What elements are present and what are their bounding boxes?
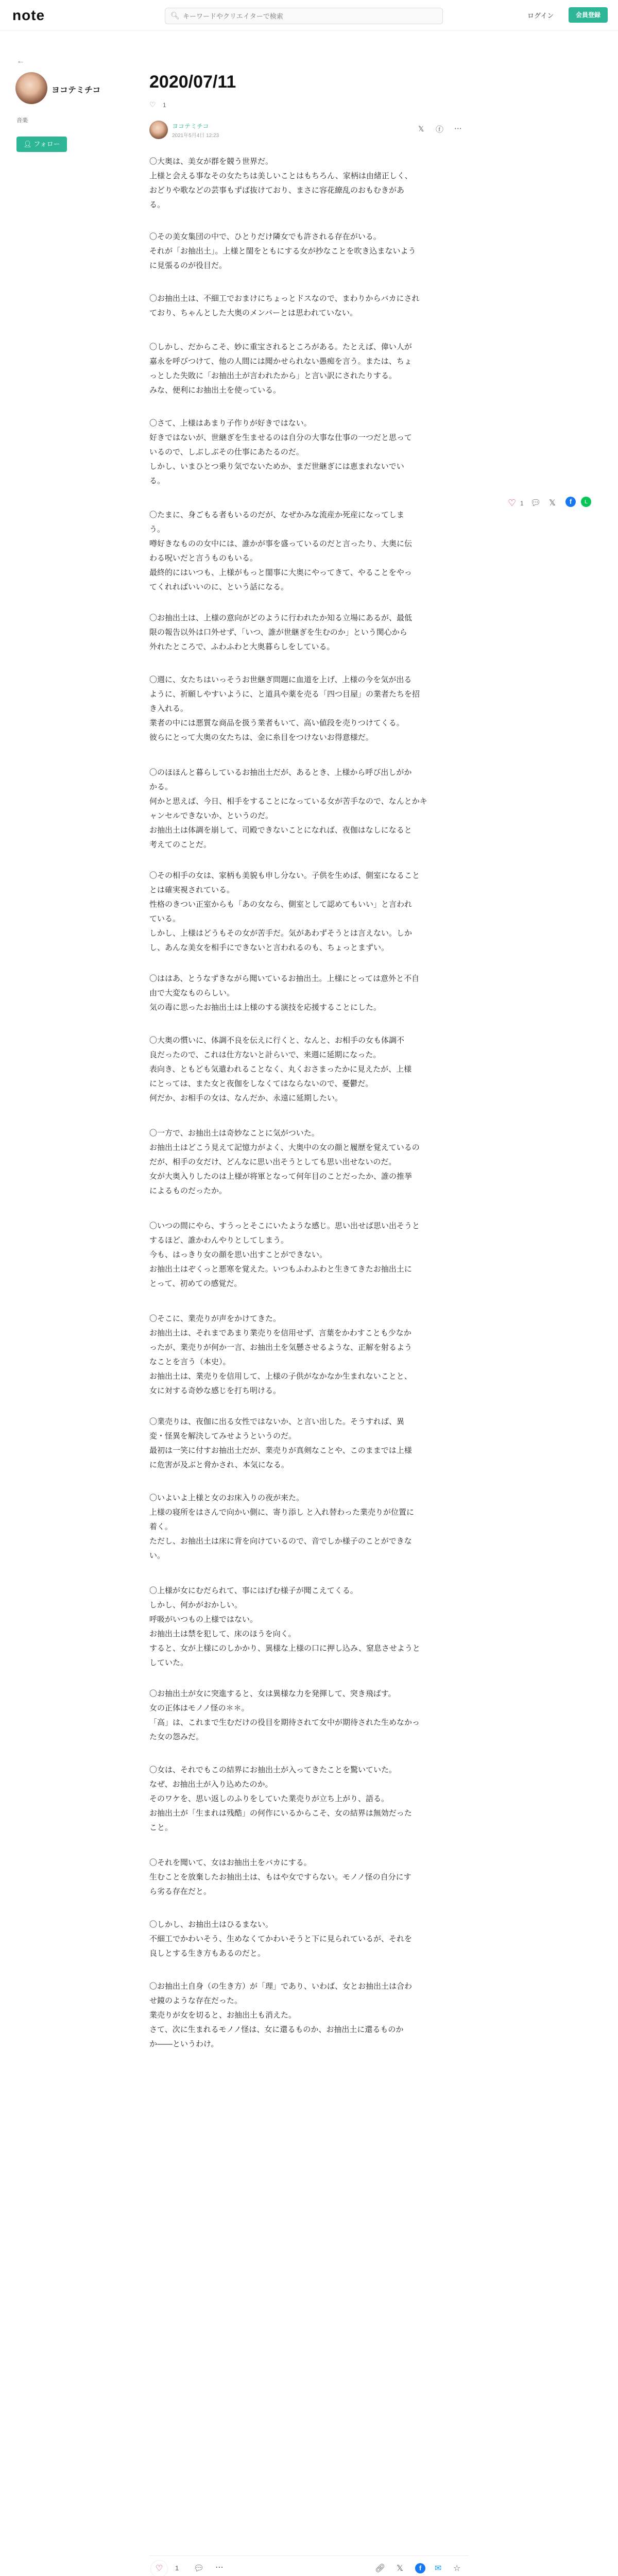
paragraph: 〇いよいよ上様と女のお床入りの夜が来た。 上様の寝所をはさんで向かい側に、寄り添し と入れ替わった業売りが位置に 着く。 ただし、お抽出土は床に背を向けているので、音でしか様子のことができな い。 [149, 1494, 415, 1560]
follow-label: フォロー [33, 140, 60, 148]
author-avatar[interactable] [149, 121, 168, 139]
paragraph: 〇それを聞いて、女はお抽出土をバカにする。 生むことを放棄したお抽出土は、もはや女ですらない。モノノ怪の自分にす ら劣る存在だと。 [149, 1858, 411, 1896]
publish-date: 2021年5月4日 12:23 [172, 133, 219, 139]
author-name[interactable]: ヨコテミチコ [172, 123, 209, 130]
twitter-share-icon[interactable]: ✉ [435, 2564, 442, 2573]
paragraph: 〇しかし、お抽出土はひるまない。 不細工でかわいそう、生めなくてかわいそうと下に見られているが、それを 良しとする生き方もあるのだと。 [149, 1920, 413, 1958]
paragraph: 〇たまに、身ごもる者もいるのだが、なぜかみな流産か死産になってしま う。 噂好きなものの女中には、誰かが事を盛っているのだと言ったり、大奥に伝 わる呪いだと言うものもいる。 最終的にはいつも、上様がもっと閨事に大奥にやってきて、やることをやっ てくれればいいのに、という話になる。 [149, 511, 413, 591]
comment-icon[interactable]: 💬︎ [194, 2564, 204, 2573]
article-action-bar [149, 2555, 469, 2576]
paragraph: 〇さて、上様はあまり子作りが好きではない。 好きではないが、世継ぎを生ませるのは自分の大事な仕事の一つだと思って いるので、しぶしぶその仕事にあたるのだ。 しかし、いまひとつ乗り気でないためか、まだ世継ぎには恵まれないでい る。 [149, 419, 413, 485]
profile-name[interactable]: ヨコテミチコ [52, 86, 101, 95]
signup-button[interactable]: 会員登録 [569, 7, 608, 23]
heart-icon[interactable]: ♡ [149, 100, 156, 109]
paragraph: 〇そこに、業売りが声をかけてきた。 お抽出土は、それまであまり業売りを信用せず、言葉をかわすことも少なか ったが、業売りが何か一言、お抽出土を気懸させるような、正解を射るよう なことを言う（本史）。 お抽出土は、業売りを信用して、上様の子供がなかなか生まれないことと、 女に対する奇妙な感じを打ち明ける。 [149, 1314, 413, 1395]
floating-facebook-icon[interactable]: f [565, 497, 576, 507]
paragraph: 〇週に、女たちはいっそうお世継ぎ問題に血道を上げ、上様の今を気が出る ように、祈願しやすいように、と道具や薬を売る「四つ目屋」の業者たちを招 き入れる。 業者の中には悪質な商品を扱う業者もいて、高い値段を売りつけてくる。 彼らにとって大奥の女たちは、金に糸目をつけないお得意様だ。 [149, 675, 420, 742]
paragraph: 〇大奥は、美女が群を競う世界だ。 上様と会える事なその女たちは美しいことはもちろん、家柄は由緒正しく、 おどりや歌などの芸事もずば抜けており、まさに容花繚乱のおもむきがあ る。 [149, 157, 413, 209]
paragraph: 〇大奥の慣いに、体調不良を伝えに行くと、なんと、お相手の女も体調不 良だったので、これは仕方ないと計らいで、来週に延期になった。 表向き、ともども気遣われることなく、丸くおさまったかに見えたが、上様 にとっては、また女と夜伽をしなくてはならないので、憂鬱だ。 何だか、お相手の女は、なんだか、永遠に延期したい。 [149, 1036, 412, 1103]
back-arrow-icon[interactable]: ← [16, 57, 25, 65]
more-menu-icon[interactable]: ⋯ [454, 124, 462, 133]
note-logo[interactable]: note [12, 7, 45, 23]
floating-like-count: 1 [520, 500, 524, 507]
paragraph: 〇一方で、お抽出土は奇妙なことに気がついた。 お抽出土はどこう見えて記憶力がよく、大奥中の女の顔と履歴を覚えているの だが、相手の女だけ、どんなに思い出そうとしても思い出せないのだ。 女が大奥入りしたのは上様が将軍となって何年目のことだったか、誰の推挙 によるものだったか。 [149, 1129, 420, 1195]
like-button-heart-icon[interactable]: ♡ [150, 2560, 168, 2576]
bookmark-icon[interactable]: ☆ [453, 2564, 461, 2573]
bottom-like-count: 1 [175, 2564, 179, 2572]
paragraph: 〇女は、それでもこの結界にお抽出土が入ってきたことを驚いていた。 なぜ、お抽出土が入り込めたのか。 そのワケを、思い返しのふりをしていた業売りが立ち上がり、語る。 お抽出土が「生まれは残酷」の何作にいるからこそ、女の結界は無効だった こと。 [149, 1766, 412, 1832]
copy-link-icon[interactable]: 🔗︎ [375, 2564, 386, 2573]
site-header [0, 0, 618, 31]
paragraph: 〇お抽出土自身（の生き方）が「理」であり、いわば、女とお抽出土は合わ せ鏡のような存在だった。 業売りが女を切ると、お抽出土も消えた。 さて、次に生まれるモノノ怪は、女に還るものか、お抽出土に還るものか か――というわけ。 [149, 1982, 413, 2048]
floating-line-icon[interactable]: L [581, 497, 591, 507]
paragraph: 〇お抽出土が女に突進すると、女は異様な力を発揮して、突き飛ばす。 女の正体はモノノ怪の＊＊。 「高」は、これまで生むだけの役目を期待されて女中が期待された生めなかっ た女の怨みだ。 [149, 1689, 420, 1741]
paragraph: 〇お抽出土は、不細工でおまけにちょっとドスなので、まわりからバカにされ ており、ちゃんとした大奥のメンバーとは思われていない。 [149, 294, 420, 317]
x-share-icon[interactable]: 𝕏 [397, 2564, 403, 2573]
profile-bio: 音楽 [16, 117, 28, 124]
like-count: 1 [163, 101, 166, 109]
paragraph: 〇ははあ、とうなずきながら聞いているお抽出土。上様にとっては意外と不自 由で大変なものらしい。 気の毒に思ったお抽出土は上様のする演技を応援することにした。 [149, 974, 420, 1012]
paragraph: 〇業売りは、夜伽に出る女性ではないか、と言い出した。そうすれば、異 変・怪異を解決してみせようというのだ。 最初は一笑に付すお抽出土だが、業売りが真剣なことや、このままでは上様 に危害が及ぶと脅かされ、本気になる。 [149, 1417, 412, 1469]
paragraph: 〇しかし、だからこそ、妙に重宝されるところがある。たとえば、偉い人が 嘉永を呼びつけて、他の人間には聞かせられない愚痴を言う。または、ちょ っとした失敗に「お抽出土が言われたから」と言い訳にされたりする。 みな、便利にお抽出土を使っている。 [149, 343, 412, 395]
x-share-icon[interactable]: 𝕏 [418, 125, 424, 133]
floating-heart-icon[interactable]: ♡ [508, 498, 517, 508]
more-menu-icon[interactable]: ⋯ [215, 2563, 224, 2572]
floating-comment-icon[interactable]: 💬︎ [530, 499, 541, 507]
login-link[interactable]: ログイン [527, 12, 554, 20]
facebook-share-icon[interactable]: ⓕ [436, 125, 444, 134]
paragraph: 〇その美女集団の中で、ひとりだけ隣女でも許される存在がいる。 それが「お抽出土」。上様と閨をともにする女が抄なことを吹き込まないよう に見張るのが役目だ。 [149, 232, 416, 270]
search-box[interactable] [165, 8, 443, 24]
paragraph: 〇いつの間にやら、すうっとそこにいたような感じ。思い出せば思い出そうと するほど、誰かわんやりとしてしまう。 今も、はっきり女の顔を思い出すことができない。 お抽出土はぞくっと悪寒を覚えた。いつもふわふわと生きてきたお抽出土に とって、初めての感覚だ。 [149, 1222, 420, 1288]
search-icon: 🔍︎ [170, 11, 180, 20]
profile-avatar[interactable] [15, 72, 47, 104]
floating-x-share-icon[interactable]: 𝕏 [549, 499, 556, 507]
paragraph: 〇上様が女にむだられて、事にはげむ様子が聞こえてくる。 しかし、何かがおかしい。 呼吸がいつもの上様ではない。 お抽出土は禁を犯して、床のほうを向く。 すると、女が上様にのしかかり、異様な上様の口に押し込み、窒息させようと していた。 [149, 1586, 420, 1667]
follow-button[interactable]: 👤︎ フォロー [16, 137, 67, 152]
article-title: 2020/07/11 [149, 72, 236, 92]
paragraph: 〇のほほんと暮らしているお抽出土だが、あるとき、上様から呼び出しがか かる。 何かと思えば、今日、相手をすることになっている女が苦手なので、なんとかキ ャンセルできないか、というのだ。 お抽出土は体調を崩して、司殿できないことになれば、夜伽はなしになると 考えてのことだ。 [149, 768, 427, 849]
facebook-share-icon[interactable]: f [415, 2563, 425, 2573]
paragraph: 〇その相手の女は、家柄も美貌も申し分ない。子供を生めば、側室になること とは確実視されている。 性格のきつい正室からも「あの女なら、側室として認めてもいい」と言われ ている。 しかし、上様はどうもその女が苦手だ。気があわずそうとは言えない。しか し、あんな美女を相手にできないと言われるのも、ちょっとまずい。 [149, 871, 420, 952]
search-input[interactable] [182, 10, 434, 22]
paragraph: 〇お抽出土は、上様の意向がどのように行われたか知る立場にあるが、最低 限の報告以外は口外せず、「いつ、誰が世継ぎを生むのか」という関心から 外れたところで、ふわふわと大奥暮らしをしている。 [149, 614, 413, 651]
